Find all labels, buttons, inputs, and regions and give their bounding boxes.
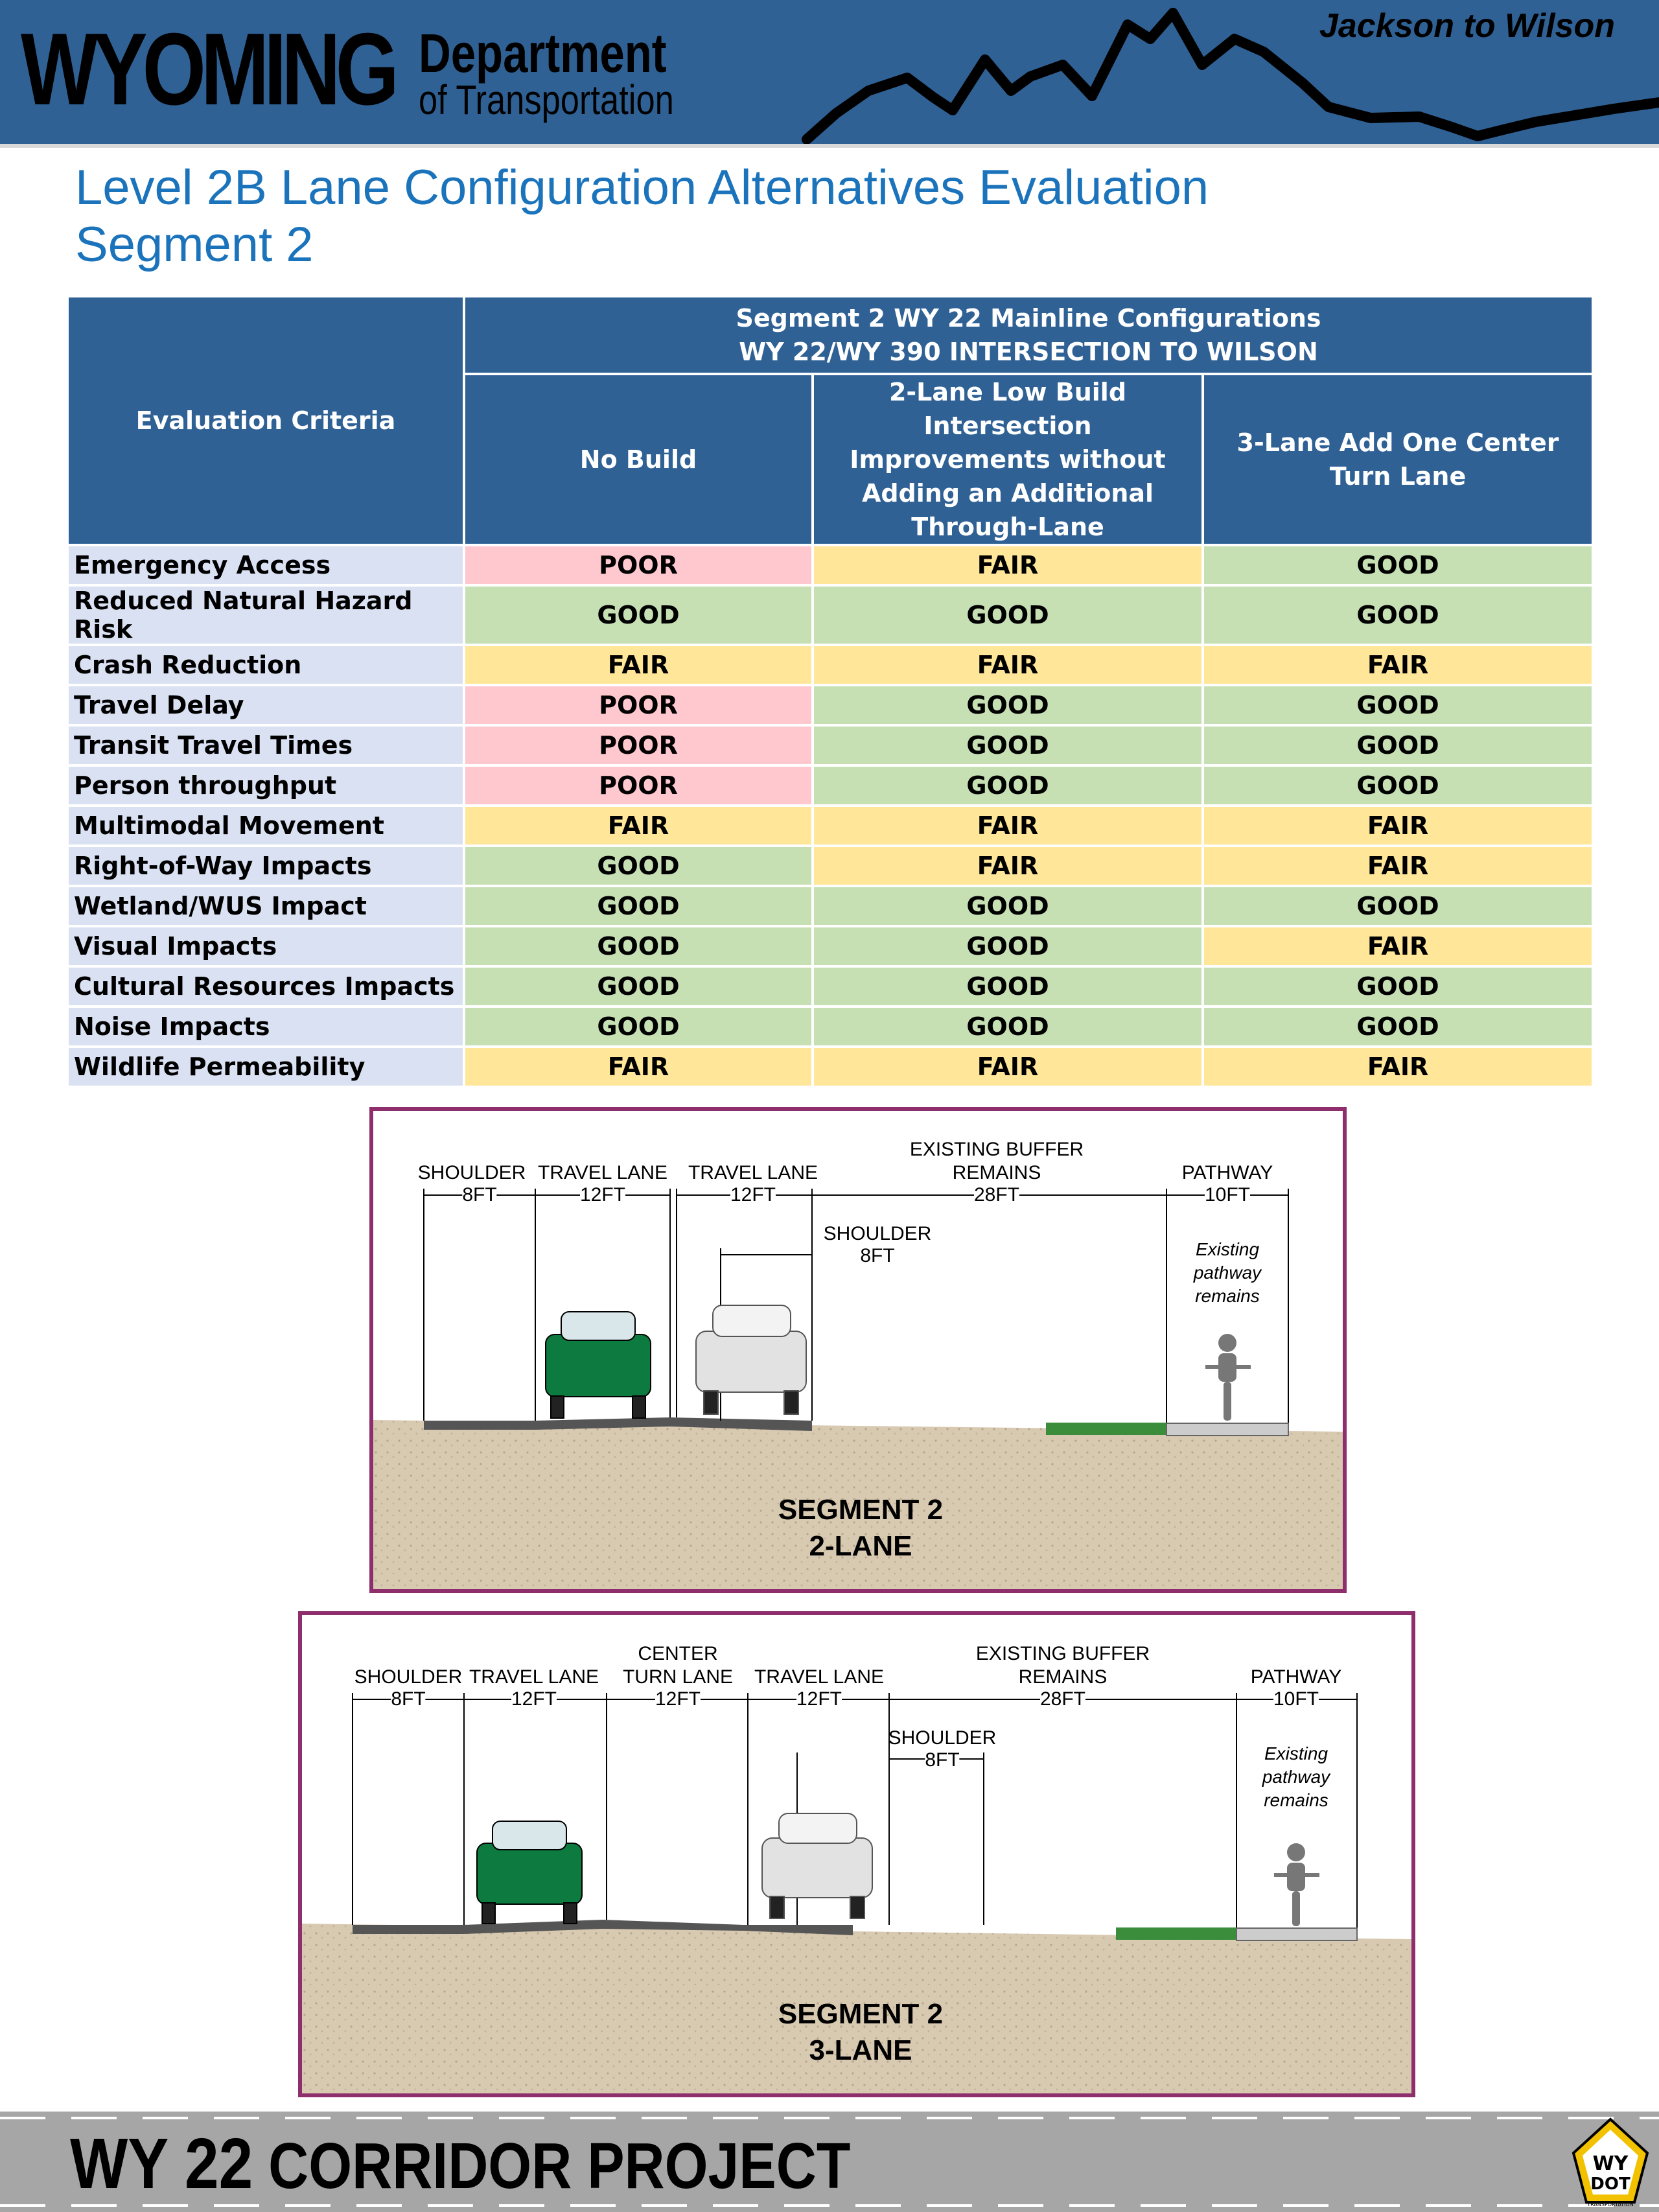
rating-cell: FAIR bbox=[1203, 846, 1593, 886]
criterion-cell: Right-of-Way Impacts bbox=[67, 846, 464, 886]
label-pathway-width: 10FT bbox=[1273, 1688, 1319, 1710]
label-travel-lane-2: TRAVEL LANE bbox=[688, 1162, 818, 1183]
table-row bbox=[67, 1047, 1593, 1087]
group-header-line-1: Segment 2 WY 22 Mainline Configurations bbox=[736, 304, 1321, 332]
label-center-line-1: CENTER bbox=[638, 1643, 718, 1664]
label-buffer-line-1: EXISTING BUFFER bbox=[909, 1139, 1084, 1160]
footer-project-title bbox=[70, 2124, 851, 2204]
criterion-cell: Noise Impacts bbox=[67, 1007, 464, 1047]
rating-cell: FAIR bbox=[464, 645, 813, 685]
footer-prefix: WY 22 bbox=[70, 2124, 253, 2204]
rating-cell: FAIR bbox=[813, 1047, 1203, 1087]
note-line-3: remains bbox=[1195, 1286, 1260, 1306]
criterion-cell: Person throughput bbox=[67, 765, 464, 806]
rating-cell: GOOD bbox=[1203, 685, 1593, 725]
label-shoulder-2: SHOULDER bbox=[823, 1223, 932, 1244]
rating-cell: FAIR bbox=[1203, 806, 1593, 846]
criterion-cell: Wildlife Permeability bbox=[67, 1047, 464, 1087]
criterion-cell: Reduced Natural Hazard Risk bbox=[67, 585, 464, 645]
table-row bbox=[67, 846, 1593, 886]
section-title-line-2: 2-LANE bbox=[809, 1530, 912, 1562]
header-banner bbox=[0, 0, 1659, 148]
car-green-icon bbox=[546, 1312, 651, 1418]
label-travel-lane-1-width: 12FT bbox=[579, 1184, 626, 1205]
rating-cell: FAIR bbox=[1203, 926, 1593, 966]
rating-cell: GOOD bbox=[464, 1007, 813, 1047]
rating-cell: GOOD bbox=[1203, 585, 1593, 645]
table-row bbox=[67, 926, 1593, 966]
label-shoulder-2: SHOULDER bbox=[888, 1727, 997, 1749]
label-buffer-line-1: EXISTING BUFFER bbox=[975, 1643, 1150, 1664]
rating-cell: GOOD bbox=[1203, 545, 1593, 585]
project-area-label: Jackson to Wilson bbox=[1319, 7, 1615, 45]
pathway-surface bbox=[1166, 1423, 1288, 1436]
label-travel-lane-2-width: 12FT bbox=[796, 1688, 842, 1710]
table-row bbox=[67, 886, 1593, 926]
rating-cell: POOR bbox=[464, 725, 813, 765]
criterion-cell: Multimodal Movement bbox=[67, 806, 464, 846]
criterion-cell: Visual Impacts bbox=[67, 926, 464, 966]
label-center-width: 12FT bbox=[655, 1688, 701, 1710]
table-row bbox=[67, 725, 1593, 765]
label-travel-lane-1: TRAVEL LANE bbox=[469, 1666, 599, 1688]
label-buffer-width: 28FT bbox=[973, 1184, 1020, 1205]
rating-cell: GOOD bbox=[464, 846, 813, 886]
svg-text:DOT: DOT bbox=[1590, 2174, 1630, 2194]
criterion-cell: Wetland/WUS Impact bbox=[67, 886, 464, 926]
rating-cell: FAIR bbox=[464, 806, 813, 846]
rating-cell: GOOD bbox=[1203, 725, 1593, 765]
label-travel-lane-1: TRAVEL LANE bbox=[537, 1162, 668, 1183]
criterion-cell: Travel Delay bbox=[67, 685, 464, 725]
logo-wyoming: WYOMING bbox=[21, 12, 394, 126]
table-row bbox=[67, 1007, 1593, 1047]
rating-cell: FAIR bbox=[1203, 1047, 1593, 1087]
cyclist-icon bbox=[1205, 1334, 1251, 1421]
column-header-2: 2-Lane Low Build Intersection Improvements without Adding an Additional Through-Lane bbox=[813, 374, 1203, 545]
car-green-icon bbox=[477, 1821, 582, 1924]
rating-cell: GOOD bbox=[813, 725, 1203, 765]
label-pathway: PATHWAY bbox=[1250, 1666, 1342, 1688]
note-line-3: remains bbox=[1264, 1790, 1328, 1810]
footer-banner bbox=[0, 2112, 1659, 2212]
table-row bbox=[67, 685, 1593, 725]
pathway-note bbox=[1262, 1742, 1330, 1812]
rating-cell: GOOD bbox=[464, 926, 813, 966]
table-row bbox=[67, 645, 1593, 685]
pathway-surface bbox=[1236, 1928, 1357, 1940]
table-row bbox=[67, 966, 1593, 1007]
title-line-1: Level 2B Lane Configuration Alternatives Evaluation bbox=[75, 160, 1209, 215]
note-line-2: pathway bbox=[1262, 1767, 1330, 1787]
label-center-line-2: TURN LANE bbox=[622, 1666, 734, 1688]
label-travel-lane-2: TRAVEL LANE bbox=[754, 1666, 885, 1688]
rating-cell: GOOD bbox=[813, 926, 1203, 966]
rating-cell: FAIR bbox=[813, 806, 1203, 846]
label-shoulder-width: 8FT bbox=[462, 1184, 497, 1205]
rating-cell: GOOD bbox=[1203, 966, 1593, 1007]
footer-project-name: CORRIDOR PROJECT bbox=[268, 2130, 851, 2202]
rating-cell: GOOD bbox=[464, 585, 813, 645]
rating-cell: GOOD bbox=[464, 966, 813, 1007]
section-title bbox=[778, 1492, 943, 1565]
label-shoulder: SHOULDER bbox=[417, 1162, 526, 1183]
rating-cell: FAIR bbox=[813, 846, 1203, 886]
rating-cell: GOOD bbox=[813, 966, 1203, 1007]
label-travel-lane-1-width: 12FT bbox=[511, 1688, 557, 1710]
label-travel-lane-2-width: 12FT bbox=[730, 1184, 776, 1205]
rating-cell: GOOD bbox=[1203, 886, 1593, 926]
rating-cell: GOOD bbox=[1203, 1007, 1593, 1047]
cross-section-2lane bbox=[369, 1107, 1347, 1593]
rating-cell: POOR bbox=[464, 545, 813, 585]
rating-cell: GOOD bbox=[813, 585, 1203, 645]
criterion-cell: Cultural Resources Impacts bbox=[67, 966, 464, 1007]
title-line-2: Segment 2 bbox=[75, 217, 314, 272]
rating-cell: POOR bbox=[464, 685, 813, 725]
table-row bbox=[67, 545, 1593, 585]
wydot-shield-logo-icon bbox=[1570, 2117, 1651, 2207]
cyclist-icon bbox=[1274, 1843, 1319, 1926]
buffer-grass bbox=[1116, 1927, 1236, 1940]
label-shoulder-2-width: 8FT bbox=[925, 1749, 960, 1771]
logo-caption: TRANSPORTATION bbox=[1587, 2202, 1634, 2207]
section-title bbox=[778, 1996, 943, 2069]
rating-cell: FAIR bbox=[464, 1047, 813, 1087]
column-header-3: 3-Lane Add One Center Turn Lane bbox=[1203, 374, 1593, 545]
criterion-cell: Transit Travel Times bbox=[67, 725, 464, 765]
label-pathway: PATHWAY bbox=[1181, 1162, 1273, 1183]
criterion-cell: Crash Reduction bbox=[67, 645, 464, 685]
rating-cell: FAIR bbox=[813, 645, 1203, 685]
cross-section-3lane bbox=[298, 1611, 1415, 2097]
column-header-1: No Build bbox=[464, 374, 813, 545]
rating-cell: GOOD bbox=[813, 886, 1203, 926]
group-header-line-2: WY 22/WY 390 INTERSECTION TO WILSON bbox=[739, 338, 1318, 366]
rating-cell: GOOD bbox=[813, 1007, 1203, 1047]
criteria-header: Evaluation Criteria bbox=[67, 296, 464, 545]
rating-cell: GOOD bbox=[1203, 765, 1593, 806]
car-gray-icon bbox=[696, 1305, 806, 1414]
rating-cell: FAIR bbox=[1203, 645, 1593, 685]
buffer-grass bbox=[1046, 1423, 1166, 1435]
label-buffer-line-2: REMAINS bbox=[952, 1162, 1041, 1183]
pathway-note bbox=[1194, 1238, 1261, 1308]
svg-text:WY: WY bbox=[1592, 2152, 1629, 2175]
label-shoulder-width: 8FT bbox=[391, 1688, 426, 1710]
note-line-1: Existing bbox=[1264, 1743, 1328, 1764]
rating-cell: GOOD bbox=[813, 685, 1203, 725]
car-gray-icon bbox=[762, 1813, 872, 1918]
table-row bbox=[67, 765, 1593, 806]
logo-department: Department bbox=[419, 23, 667, 84]
label-buffer-line-2: REMAINS bbox=[1018, 1666, 1108, 1688]
page-title bbox=[75, 159, 1209, 274]
rating-cell: GOOD bbox=[813, 765, 1203, 806]
rating-cell: GOOD bbox=[464, 886, 813, 926]
label-shoulder: SHOULDER bbox=[354, 1666, 463, 1688]
rating-cell: POOR bbox=[464, 765, 813, 806]
rating-cell: FAIR bbox=[813, 545, 1203, 585]
label-shoulder-2-width: 8FT bbox=[860, 1245, 895, 1266]
group-header bbox=[464, 296, 1593, 374]
note-line-2: pathway bbox=[1193, 1263, 1262, 1283]
section-title-line-2: 3-LANE bbox=[809, 2034, 912, 2066]
label-pathway-width: 10FT bbox=[1204, 1184, 1251, 1205]
table-row bbox=[67, 806, 1593, 846]
section-title-line-1: SEGMENT 2 bbox=[778, 1494, 944, 1526]
label-buffer-width: 28FT bbox=[1039, 1688, 1086, 1710]
section-title-line-1: SEGMENT 2 bbox=[778, 1998, 944, 2030]
criterion-cell: Emergency Access bbox=[67, 545, 464, 585]
table-row bbox=[67, 585, 1593, 645]
logo-transportation: of Transportation bbox=[419, 76, 674, 123]
note-line-1: Existing bbox=[1195, 1239, 1260, 1259]
evaluation-table bbox=[66, 295, 1594, 1088]
